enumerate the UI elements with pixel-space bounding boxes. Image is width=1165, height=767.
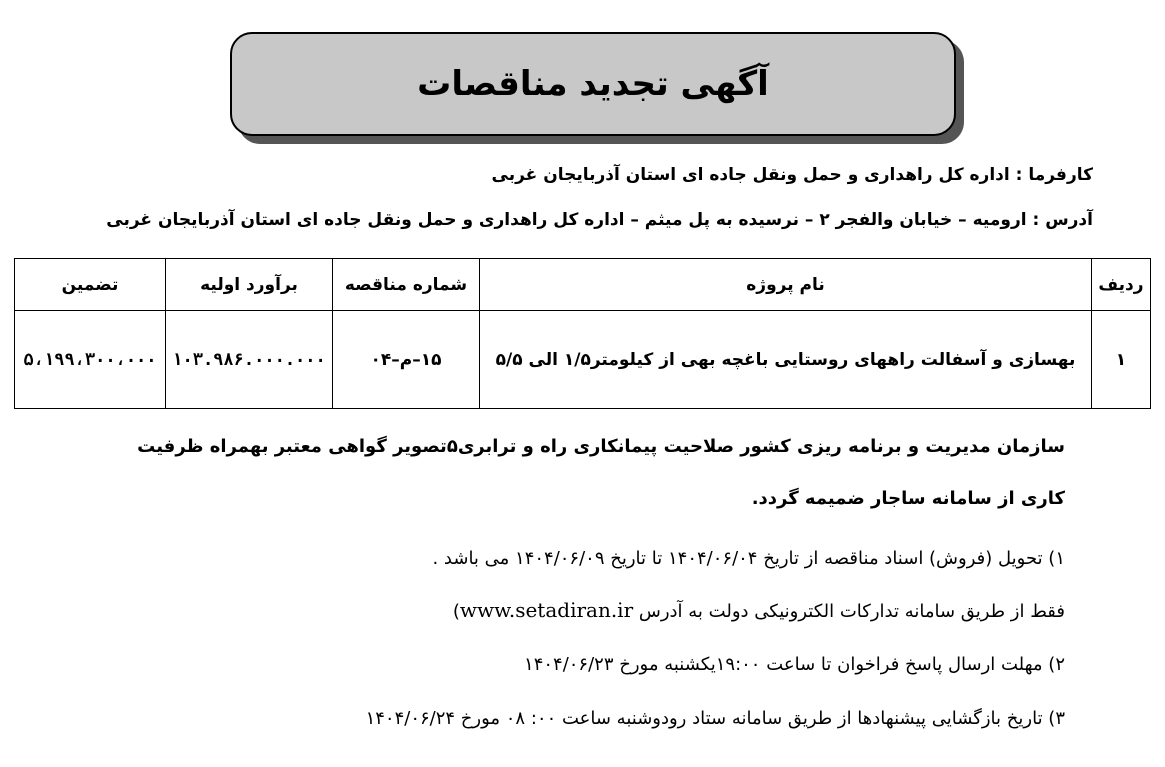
cell-project-name: بهسازی و آسفالت راههای روستایی باغچه بهی از کیلومتر۱/۵ الی ۵/۵ (480, 311, 1092, 409)
item-1-setad-text: فقط از طریق سامانه تدارکات الکترونیکی دولت به آدرس (638, 601, 1065, 622)
header-initial-estimate: برآورد اولیه (166, 259, 333, 311)
setadiran-url: www.setadiran.ir (459, 598, 634, 622)
header-project-name: نام پروژه (480, 259, 1092, 311)
cell-guarantee: ۵،۱۹۹،۳۰۰،۰۰۰ (15, 311, 166, 409)
page-title: آگهی تجدید مناقصات (417, 64, 769, 104)
cell-tender-number: ۱۵–م–۰۴ (333, 311, 480, 409)
table-row (15, 311, 1151, 409)
item-3-opening: ۳) تاریخ بازگشایی پیشنهادها از طریق سامانه ستاد رودوشنبه ساعت ۰۰: ۰۸ مورخ ۱۴۰۴/۰۶/۲۴ (365, 708, 1065, 729)
table-header-row (15, 259, 1151, 311)
cell-initial-estimate: ۱۰۳.۹۸۶.۰۰۰.۰۰۰ (166, 311, 333, 409)
address-line: آدرس : ارومیه – خیابان والفجر ۲ – نرسیده به پل میثم – اداره کل راهداری و حمل ونقل جاده ای استان آذربایجان غربی (106, 210, 1093, 230)
qualification-line-1: سازمان مدیریت و برنامه ریزی کشور صلاحیت پیمانکاری راه و ترابری۵تصویر گواهی معتبر بهمراه ظرفیت (137, 436, 1065, 457)
item-1-continuation (453, 598, 1065, 622)
item-2-deadline: ۲) مهلت ارسال پاسخ فراخوان تا ساعت ۱۹:۰۰یکشنبه مورخ ۱۴۰۴/۰۶/۲۳ (524, 654, 1065, 675)
title-box (230, 32, 956, 136)
tender-table (14, 258, 1151, 409)
cell-row-number: ۱ (1092, 311, 1151, 409)
employer-line: کارفرما : اداره کل راهداری و حمل ونقل جاده ای استان آذربایجان غربی (491, 165, 1093, 185)
header-row-number: ردیف (1092, 259, 1151, 311)
item-1-sale-dates: ۱) تحویل (فروش) اسناد مناقصه از تاریخ ۱۴۰۴/۰۶/۰۴ تا تاریخ ۱۴۰۴/۰۶/۰۹ می باشد . (432, 548, 1065, 569)
header-tender-number: شماره مناقصه (333, 259, 480, 311)
qualification-line-2: کاری از سامانه ساجار ضمیمه گردد. (751, 488, 1065, 509)
header-guarantee: تضمین (15, 259, 166, 311)
closing-paren: ) (452, 601, 460, 622)
